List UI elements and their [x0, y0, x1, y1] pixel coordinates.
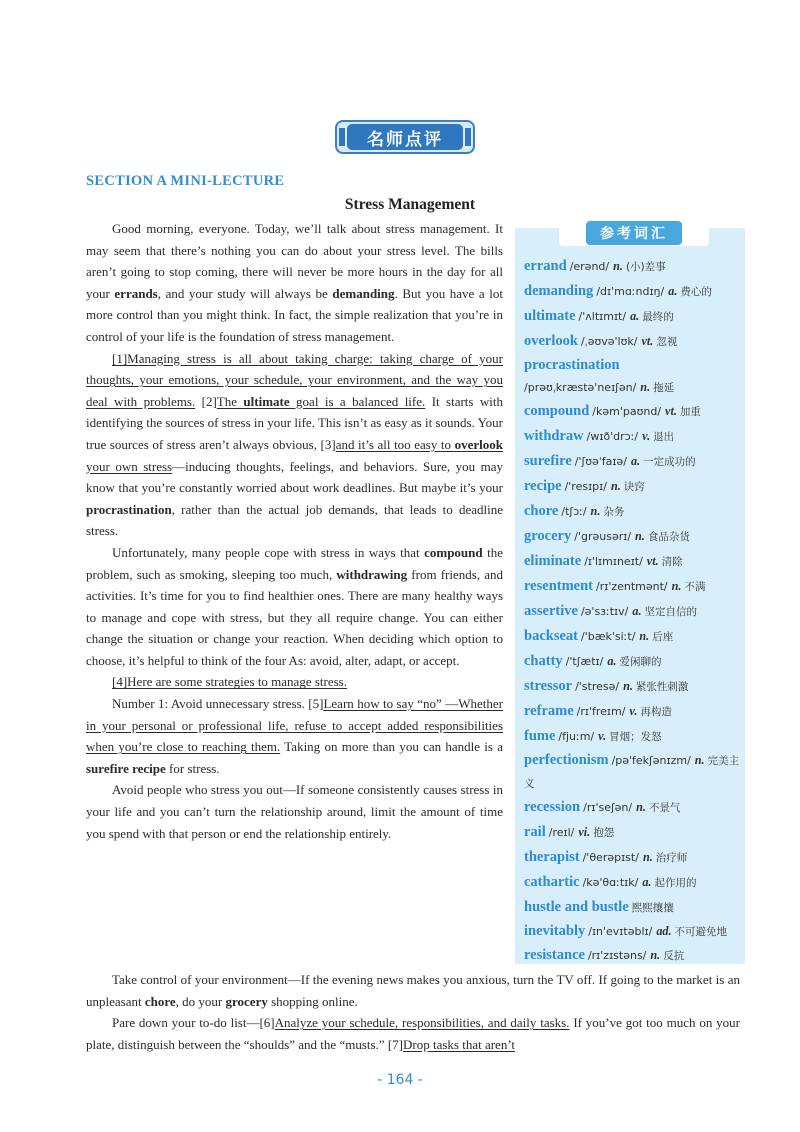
vocab-item [524, 724, 740, 749]
vocab-pronunciation: /kə'θɑːtɪk/ [582, 876, 639, 889]
vocab-word: resistance [524, 947, 585, 963]
vocab-word: eliminate [524, 553, 582, 569]
vocab-word: procrastination [524, 357, 620, 373]
vocab-word: cathartic [524, 874, 580, 890]
vocab-meaning: 诀窍 [623, 481, 645, 493]
vocab-meaning: 加重 [679, 406, 701, 418]
vocab-word: demanding [524, 283, 594, 299]
vocab-word: ultimate [524, 308, 576, 324]
vocab-pronunciation: /ˌəʊvə'lʊk/ [580, 335, 638, 348]
paragraph-4: [4]Here are some strategies to manage stress. [112, 674, 347, 690]
vocab-word: resentment [524, 578, 593, 594]
vocab-word: recession [524, 799, 581, 815]
vocab-word: recipe [524, 478, 562, 494]
vocab-pronunciation: /'tʃætɪ/ [565, 655, 604, 668]
vocab-part-of-speech: vi. [578, 825, 591, 839]
vocab-item [524, 920, 740, 943]
vocab-part-of-speech: ad. [656, 924, 672, 938]
vocab-pronunciation: /'resɪpɪ/ [564, 480, 607, 493]
vocab-item [524, 599, 740, 624]
vocab-word: assertive [524, 603, 578, 619]
lecture-body [86, 218, 503, 844]
vocab-word: perfectionism [524, 752, 609, 768]
vocab-item [524, 943, 740, 968]
vocab-pronunciation: /rɪ'seʃən/ [583, 801, 633, 814]
vocab-part-of-speech: n. [636, 800, 646, 814]
vocab-pronunciation: /wɪð'drɔː/ [586, 430, 639, 443]
banner-left-tab [339, 128, 345, 146]
vocab-item [524, 895, 740, 920]
vocab-item [524, 329, 740, 354]
vocab-part-of-speech: n. [671, 579, 682, 593]
vocab-pronunciation: /ə'sɜːtɪv/ [580, 605, 629, 618]
vocab-word: grocery [524, 528, 572, 544]
paragraph-6: Avoid people who stress you out—If someone consistently causes stress in your life and you can’t turn the relationship around, limit the amount of time you spend with that person or end the relationship entirely. [86, 782, 503, 841]
vocab-meaning: 治疗师 [655, 852, 688, 864]
vocab-item [524, 499, 740, 524]
vocab-pronunciation: /pə'fekʃənɪzm/ [611, 754, 691, 767]
vocab-part-of-speech: vt. [646, 554, 659, 568]
vocab-item [524, 354, 740, 399]
vocab-word: stressor [524, 678, 573, 694]
vocab-meaning: 坚定自信的 [644, 606, 697, 618]
vocab-item [524, 624, 740, 649]
lecture-title: Stress Management [344, 196, 476, 213]
vocab-item [524, 699, 740, 724]
vocab-item [524, 649, 740, 674]
vocab-item [524, 474, 740, 499]
vocab-pronunciation: /rɪ'zentmənt/ [596, 580, 668, 593]
banner-right-tab [465, 128, 471, 146]
vocab-word: rail [524, 824, 546, 840]
vocab-pronunciation: /ɪ'lɪmɪneɪt/ [584, 555, 643, 568]
section-banner [335, 120, 475, 154]
vocab-item [524, 674, 740, 699]
vocab-pronunciation: /erənd/ [569, 260, 610, 273]
vocab-part-of-speech: a. [668, 284, 678, 298]
vocab-pronunciation: /kəm'paʊnd/ [592, 405, 662, 418]
vocab-pronunciation: /'stresə/ [575, 680, 620, 693]
vocab-meaning: 再构造 [640, 706, 672, 718]
vocab-meaning: 清除 [661, 556, 683, 568]
paragraph-3: Unfortunately, many people cope with stress in ways that compound the problem, such as smoking, sleeping too much, withdrawing from friends, and activities. It’s time for you to find healthier ones. There are many healthy ways to manage and cope with stress, but they all require change. You can either change the situation or change your reaction. When deciding which option to choose, it’s helpful to think of the four As: avoid, alter, adapt, or accept. [86, 544, 503, 668]
vocab-part-of-speech: v. [642, 429, 651, 443]
vocab-pronunciation: /rɪ'freɪm/ [576, 705, 626, 718]
vocab-part-of-speech: n. [635, 529, 645, 543]
vocab-item [524, 424, 740, 449]
vocab-meaning: 拖延 [653, 382, 675, 394]
vocab-part-of-speech: vt. [665, 404, 677, 418]
vocab-word: chore [524, 503, 559, 519]
vocab-meaning: 杂务 [603, 506, 625, 518]
vocab-meaning: (小)差事 [625, 261, 666, 273]
vocabulary-heading: 参考词汇 [559, 220, 709, 246]
vocab-meaning: 熙熙攘攘 [631, 902, 674, 914]
vocab-word: reframe [524, 703, 574, 719]
banner-label: 名师点评 [347, 124, 463, 150]
vocab-item [524, 399, 740, 424]
vocab-part-of-speech: v. [598, 729, 607, 743]
vocab-meaning: 食品杂货 [647, 531, 690, 543]
vocab-word: surefire [524, 453, 572, 469]
vocab-word: compound [524, 403, 590, 419]
vocab-pronunciation: /'bæk'siːt/ [580, 630, 636, 643]
vocab-word: therapist [524, 849, 580, 865]
vocab-meaning: 起作用的 [654, 877, 697, 889]
vocab-meaning: 不可避免地 [674, 926, 728, 938]
vocab-meaning: 费心的 [680, 286, 712, 298]
vocab-pronunciation: /rɪ'zɪstəns/ [587, 949, 647, 962]
vocab-meaning: 紧张性刺激 [635, 681, 689, 693]
vocab-part-of-speech: n. [623, 679, 633, 693]
vocab-pronunciation: /fjuːm/ [558, 730, 595, 743]
vocab-meaning: 完美主义 [524, 755, 740, 790]
vocab-item [524, 524, 740, 549]
vocab-part-of-speech: n. [642, 850, 653, 864]
page-number: - 164 - [377, 1072, 423, 1088]
vocab-part-of-speech: n. [694, 753, 705, 767]
vocabulary-list [524, 254, 740, 968]
vocab-word: inevitably [524, 923, 586, 939]
vocab-pronunciation: /ɪn'evɪtəblɪ/ [588, 925, 653, 938]
vocab-part-of-speech: a. [607, 654, 617, 668]
vocab-part-of-speech: n. [639, 629, 650, 643]
vocab-meaning: 不满 [684, 581, 706, 593]
paragraph-1: Good morning, everyone. Today, we’ll talk about stress management. It may seem that there’s nothing you can do about your stress level. The bills aren’t going to stop coming, there will never be more hours in the day for all your errands, and your study will always be demanding. But you have a lot more control than you might think. In fact, the simple realization that you’re in control of your life is the foundation of stress management. [86, 221, 503, 344]
vocab-item [524, 279, 740, 304]
vocab-part-of-speech: a. [632, 604, 642, 618]
paragraph-5: Number 1: Avoid unnecessary stress. [5]Learn how to say “no” —Whether in your personal or professional life, refuse to accept added responsibilities when you’re close to reaching them. Taking on more than you can handle is a surefire recipe for stress. [86, 696, 504, 776]
vocab-meaning: 冒烟；发怒 [609, 731, 662, 743]
vocab-meaning: 最终的 [642, 311, 674, 323]
vocab-word: chatty [524, 653, 563, 669]
paragraph-8: Pare down your to-do list—[6]Analyze your schedule, responsibilities, and daily tasks. If you’ve got too much on your plate, distinguish between the “shoulds” and the “musts.” [7]Drop tasks that aren’t [86, 1015, 740, 1052]
vocab-part-of-speech: n. [610, 479, 621, 493]
vocab-meaning: 不景气 [648, 802, 681, 814]
vocab-part-of-speech: a. [630, 309, 640, 323]
vocab-pronunciation: /'grəusərɪ/ [574, 530, 632, 543]
lecture-body-continued [86, 969, 740, 1055]
vocab-meaning: 一定成功的 [643, 456, 696, 468]
vocab-part-of-speech: n. [650, 948, 661, 962]
vocab-word: overlook [524, 333, 578, 349]
vocab-item [524, 870, 740, 895]
vocab-item [524, 574, 740, 599]
vocab-item [524, 549, 740, 574]
vocab-pronunciation: /dɪ'mɑːndɪŋ/ [596, 285, 665, 298]
vocab-part-of-speech: n. [640, 380, 651, 394]
vocab-part-of-speech: a. [630, 454, 641, 468]
vocab-meaning: 后座 [652, 631, 674, 643]
vocab-pronunciation: /prəʊˌkræstə'neɪʃən/ [524, 381, 637, 394]
vocab-pronunciation: /reɪl/ [548, 826, 575, 839]
vocab-meaning: 抱怨 [593, 827, 615, 839]
vocab-word: withdraw [524, 428, 584, 444]
vocab-pronunciation: /'θerəpɪst/ [582, 851, 639, 864]
vocab-item [524, 304, 740, 329]
vocab-part-of-speech: n. [613, 259, 623, 273]
vocab-part-of-speech: n. [590, 504, 601, 518]
vocab-pronunciation: /'ʌltɪmɪt/ [578, 310, 627, 323]
vocab-item [524, 795, 740, 820]
vocab-item [524, 820, 740, 845]
vocab-pronunciation: /'ʃʊəˈfaɪə/ [574, 455, 627, 468]
vocab-part-of-speech: v. [629, 704, 638, 718]
vocab-meaning: 爱闲聊的 [619, 656, 662, 668]
vocab-meaning: 退出 [653, 431, 675, 443]
paragraph-2: [1]Managing stress is all about taking charge: taking charge of your thoughts, your emotions, your schedule, your environment, and the way you deal with problems. [2]The ultimate goal is a balanced life. It starts with identifying the sources of stress in your life. This isn’t as easy as it sounds. Your true sources of stress aren’t always obvious, [3]and it’s all too easy to overlook your own stress—inducing thoughts, feelings, and behaviors. Sure, you may know that you’re constantly worried about work deadlines. But maybe it’s your procrastination, rather than the actual job demands, that leads to deadline stress. [86, 350, 503, 539]
vocab-item [524, 254, 740, 279]
vocab-item [524, 845, 740, 870]
section-heading: SECTION A MINI-LECTURE [86, 173, 285, 189]
vocab-meaning: 忽视 [656, 336, 678, 348]
vocab-part-of-speech: vt. [641, 334, 654, 348]
vocab-word: hustle and bustle [524, 899, 629, 915]
vocab-word: errand [524, 258, 567, 274]
vocab-word: backseat [524, 628, 578, 644]
vocabulary-panel [515, 228, 745, 964]
vocab-meaning: 反抗 [663, 950, 685, 962]
vocab-item [524, 749, 740, 795]
vocab-word: fume [524, 728, 556, 744]
vocab-pronunciation: /tʃɔː/ [561, 505, 587, 518]
vocab-item [524, 449, 740, 474]
paragraph-7: Take control of your environment—If the evening news makes you anxious, turn the TV off. If going to the market is an unpleasant chore, do your grocery shopping online. [86, 972, 740, 1009]
vocab-part-of-speech: a. [642, 875, 652, 889]
